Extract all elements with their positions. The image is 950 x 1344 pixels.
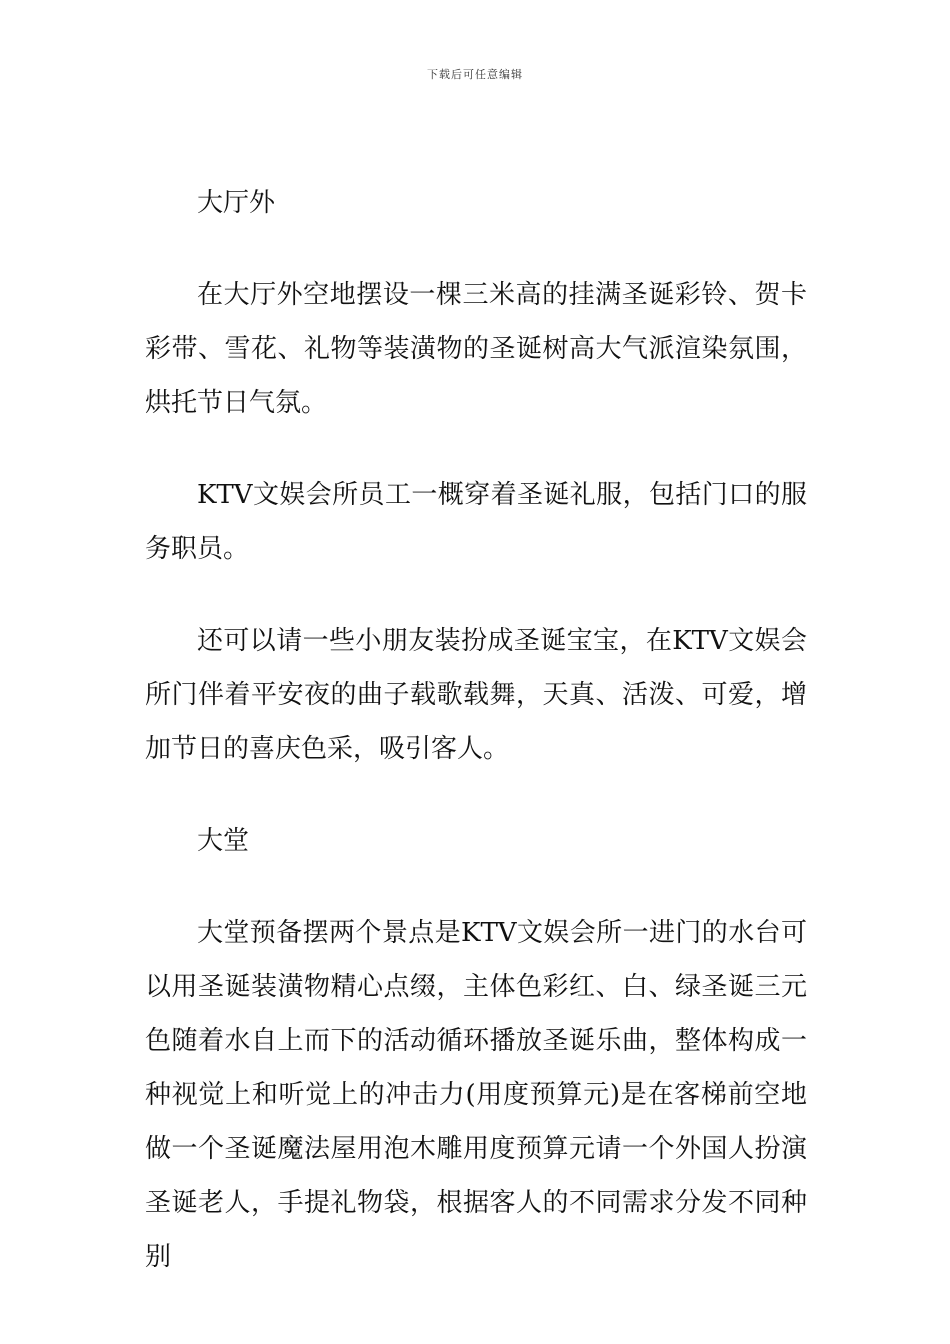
section-heading-lobby: 大堂 bbox=[197, 826, 250, 856]
paragraph-lobby-decoration: 大堂预备摆两个景点是KTV文娱会所一进门的水台可以用圣诞装潢物精心点缀，主体色彩红、白、绿圣诞三元色随着水自上而下的活动循环播放圣诞乐曲，整体构成一种视觉上和听觉上的冲击力(用度预算元)是在客梯前空地做一个圣诞魔法屋用泡木雕用度预算元请一个外国人扮演圣诞老人，手提礼物袋，根据客人的不同需求分发不同种别 bbox=[145, 918, 807, 1272]
paragraph-children-performance: 还可以请一些小朋友装扮成圣诞宝宝，在KTV文娱会所门伴着平安夜的曲子载歌载舞，天真、活泼、可爱，增加节日的喜庆色采，吸引客人。 bbox=[145, 626, 807, 764]
paragraph-staff-attire: KTV文娱会所员工一概穿着圣诞礼服，包括门口的服务职员。 bbox=[145, 480, 807, 564]
document-body bbox=[145, 176, 807, 1322]
section-heading-hall-exterior: 大厅外 bbox=[197, 188, 276, 218]
header-note: 下载后可任意编辑 bbox=[427, 68, 523, 81]
paragraph-christmas-tree: 在大厅外空地摆设一棵三米高的挂满圣诞彩铃、贺卡彩带、雪花、礼物等装潢物的圣诞树高大气派渲染氛围，烘托节日气氛。 bbox=[145, 280, 807, 418]
